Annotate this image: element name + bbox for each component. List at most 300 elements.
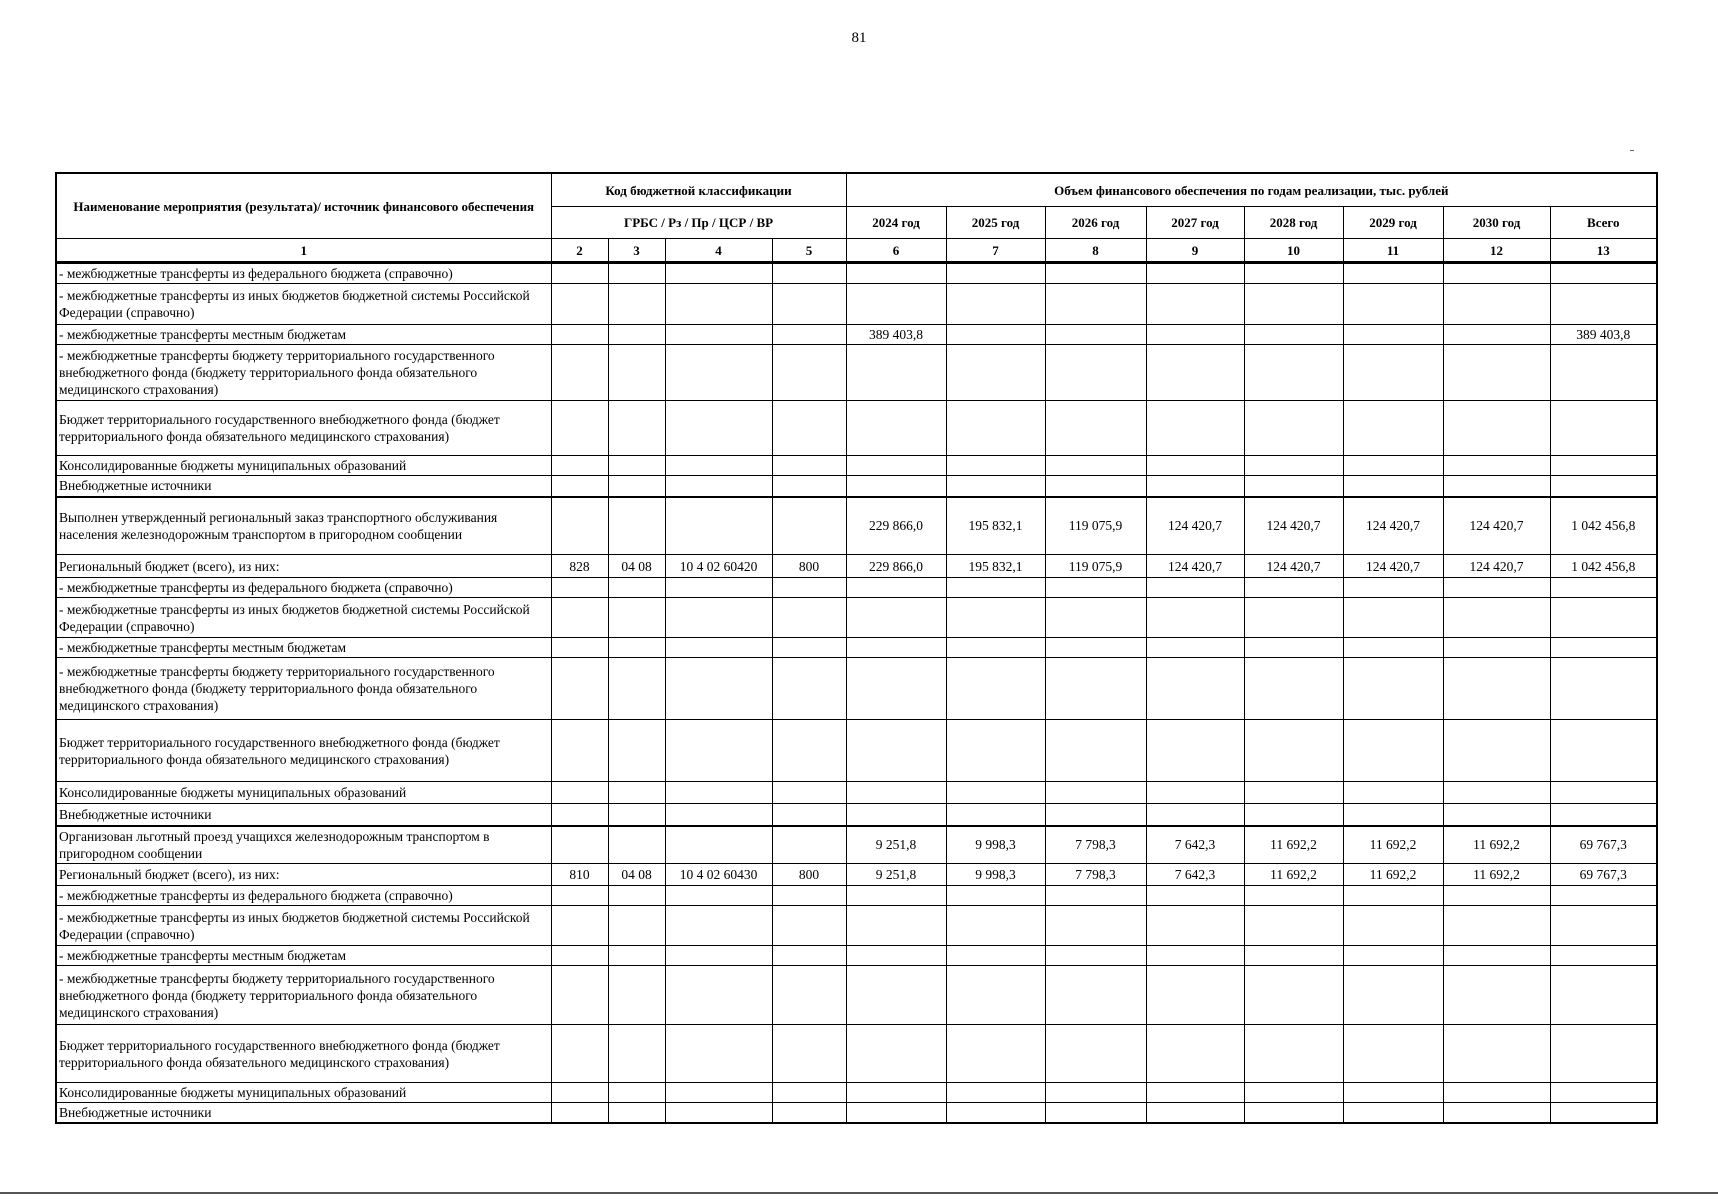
row-name: Бюджет территориального государственного внебюджетного фонда (бюджет территориального фонда обязательного медицинского страхования) <box>56 1025 551 1083</box>
grbs-code <box>551 263 608 284</box>
year-value <box>1343 476 1443 497</box>
table-row <box>56 826 1657 864</box>
year-value <box>1443 1025 1550 1083</box>
year-value <box>1443 284 1550 325</box>
year-header: 2028 год <box>1244 207 1343 239</box>
rz-code <box>608 598 665 638</box>
vr-code: 800 <box>772 555 846 578</box>
year-value <box>1443 946 1550 966</box>
name-column-header: Наименование мероприятия (результата)/ источник финансового обеспечения <box>56 173 551 239</box>
year-value <box>846 782 946 804</box>
year-value <box>1443 578 1550 598</box>
year-value: 229 866,0 <box>846 555 946 578</box>
grbs-code <box>551 401 608 456</box>
year-value <box>1146 1025 1244 1083</box>
year-value: 124 420,7 <box>1343 497 1443 555</box>
year-value: 9 998,3 <box>946 864 1045 886</box>
row-name: Бюджет территориального государственного внебюджетного фонда (бюджет территориального фонда обязательного медицинского страхования) <box>56 401 551 456</box>
year-value <box>1343 401 1443 456</box>
year-value: 9 998,3 <box>946 826 1045 864</box>
year-value <box>1146 598 1244 638</box>
grbs-code <box>551 886 608 906</box>
year-value <box>1244 638 1343 658</box>
csr-code <box>665 886 772 906</box>
table-row <box>56 555 1657 578</box>
rz-code <box>608 782 665 804</box>
table-row <box>56 578 1657 598</box>
row-name: Региональный бюджет (всего), из них: <box>56 864 551 886</box>
csr-code <box>665 658 772 720</box>
column-number: 8 <box>1045 239 1146 263</box>
year-value <box>846 263 946 284</box>
vr-code: 800 <box>772 864 846 886</box>
year-value <box>1343 1025 1443 1083</box>
year-value <box>1443 456 1550 476</box>
rz-code <box>608 325 665 345</box>
row-name: Бюджет территориального государственного внебюджетного фонда (бюджет территориального фонда обязательного медицинского страхования) <box>56 720 551 782</box>
vr-code <box>772 782 846 804</box>
grbs-code <box>551 578 608 598</box>
year-value: 11 692,2 <box>1244 826 1343 864</box>
csr-code <box>665 598 772 638</box>
year-value <box>1244 966 1343 1025</box>
year-value <box>946 284 1045 325</box>
grbs-code <box>551 782 608 804</box>
year-value <box>1443 476 1550 497</box>
year-value: 11 692,2 <box>1443 864 1550 886</box>
year-value <box>1146 325 1244 345</box>
total-value <box>1550 476 1657 497</box>
total-value <box>1550 598 1657 638</box>
table-row <box>56 946 1657 966</box>
year-value <box>846 906 946 946</box>
csr-code <box>665 476 772 497</box>
total-value <box>1550 1083 1657 1103</box>
year-value <box>946 658 1045 720</box>
year-value <box>1244 598 1343 638</box>
year-value <box>1045 263 1146 284</box>
table-row <box>56 476 1657 497</box>
year-value <box>946 1103 1045 1124</box>
column-number: 5 <box>772 239 846 263</box>
year-value: 195 832,1 <box>946 555 1045 578</box>
year-value <box>1443 658 1550 720</box>
year-value <box>1045 720 1146 782</box>
year-value: 7 798,3 <box>1045 864 1146 886</box>
volume-group-header: Объем финансового обеспечения по годам реализации, тыс. рублей <box>846 173 1657 207</box>
year-value <box>1244 345 1343 401</box>
rz-code <box>608 284 665 325</box>
column-number: 10 <box>1244 239 1343 263</box>
year-value: 229 866,0 <box>846 497 946 555</box>
year-value <box>1045 946 1146 966</box>
column-number: 1 <box>56 239 551 263</box>
year-value <box>846 720 946 782</box>
year-value <box>1343 886 1443 906</box>
year-value <box>1343 638 1443 658</box>
year-value <box>1146 966 1244 1025</box>
year-value <box>1443 325 1550 345</box>
year-value: 124 420,7 <box>1244 497 1343 555</box>
table-row <box>56 804 1657 826</box>
table-row <box>56 720 1657 782</box>
row-name: Региональный бюджет (всего), из них: <box>56 555 551 578</box>
total-value <box>1550 946 1657 966</box>
grbs-code <box>551 456 608 476</box>
row-name: Выполнен утвержденный региональный заказ транспортного обслуживания населения железнодорожным транспортом в пригородном сообщении <box>56 497 551 555</box>
year-value <box>1343 782 1443 804</box>
year-value <box>1443 1103 1550 1124</box>
year-value <box>1443 720 1550 782</box>
grbs-code <box>551 284 608 325</box>
year-value <box>846 804 946 826</box>
total-value <box>1550 345 1657 401</box>
year-value <box>1343 946 1443 966</box>
year-value <box>1343 1083 1443 1103</box>
vr-code <box>772 658 846 720</box>
year-value <box>1146 782 1244 804</box>
year-value: 11 692,2 <box>1443 826 1550 864</box>
total-value: 1 042 456,8 <box>1550 497 1657 555</box>
csr-code <box>665 401 772 456</box>
table-row <box>56 966 1657 1025</box>
vr-code <box>772 638 846 658</box>
grbs-code <box>551 345 608 401</box>
year-value <box>946 1083 1045 1103</box>
vr-code <box>772 966 846 1025</box>
year-value <box>1045 782 1146 804</box>
grbs-code <box>551 804 608 826</box>
table-row <box>56 864 1657 886</box>
row-name: - межбюджетные трансферты из федерального бюджета (справочно) <box>56 578 551 598</box>
year-value: 124 420,7 <box>1146 555 1244 578</box>
grbs-code <box>551 658 608 720</box>
year-value <box>1146 638 1244 658</box>
csr-code <box>665 578 772 598</box>
rz-code <box>608 886 665 906</box>
year-value <box>1146 284 1244 325</box>
grbs-code <box>551 966 608 1025</box>
column-number: 12 <box>1443 239 1550 263</box>
year-value <box>1244 263 1343 284</box>
row-name: Консолидированные бюджеты муниципальных образований <box>56 1083 551 1103</box>
row-name: - межбюджетные трансферты из иных бюджетов бюджетной системы Российской Федерации (справочно) <box>56 284 551 325</box>
vr-code <box>772 263 846 284</box>
year-value <box>1443 598 1550 638</box>
total-header: Всего <box>1550 207 1657 239</box>
code-subheader: ГРБС / Рз / Пр / ЦСР / ВР <box>551 207 846 239</box>
grbs-code <box>551 638 608 658</box>
vr-code <box>772 886 846 906</box>
year-value: 119 075,9 <box>1045 555 1146 578</box>
year-value <box>1343 456 1443 476</box>
year-value <box>1045 456 1146 476</box>
year-value <box>1244 906 1343 946</box>
row-name: - межбюджетные трансферты из федерального бюджета (справочно) <box>56 263 551 284</box>
year-header: 2024 год <box>846 207 946 239</box>
rz-code <box>608 966 665 1025</box>
year-value <box>1443 906 1550 946</box>
year-value <box>1146 345 1244 401</box>
total-value: 1 042 456,8 <box>1550 555 1657 578</box>
rz-code <box>608 401 665 456</box>
year-value <box>1045 1025 1146 1083</box>
year-value <box>1343 720 1443 782</box>
year-value <box>946 263 1045 284</box>
rz-code <box>608 638 665 658</box>
total-value <box>1550 966 1657 1025</box>
csr-code <box>665 966 772 1025</box>
csr-code: 10 4 02 60420 <box>665 555 772 578</box>
year-value <box>1045 638 1146 658</box>
vr-code <box>772 720 846 782</box>
year-value <box>946 966 1045 1025</box>
total-value <box>1550 284 1657 325</box>
total-value <box>1550 1103 1657 1124</box>
year-value <box>1045 906 1146 946</box>
rz-code <box>608 345 665 401</box>
year-value <box>1146 720 1244 782</box>
csr-code <box>665 456 772 476</box>
total-value: 69 767,3 <box>1550 826 1657 864</box>
vr-code <box>772 456 846 476</box>
year-value <box>1244 456 1343 476</box>
csr-code <box>665 946 772 966</box>
rz-code <box>608 804 665 826</box>
year-value: 7 642,3 <box>1146 864 1244 886</box>
row-name: Консолидированные бюджеты муниципальных образований <box>56 782 551 804</box>
total-value <box>1550 578 1657 598</box>
year-value <box>1045 401 1146 456</box>
year-header: 2025 год <box>946 207 1045 239</box>
table-row <box>56 1103 1657 1124</box>
year-value <box>946 720 1045 782</box>
year-value <box>1343 325 1443 345</box>
grbs-code <box>551 720 608 782</box>
row-name: - межбюджетные трансферты бюджету территориального государственного внебюджетного фонда (бюджету территориального фонда обязательного медицинского страхования) <box>56 658 551 720</box>
year-value <box>846 456 946 476</box>
year-value <box>1146 886 1244 906</box>
year-value <box>1343 345 1443 401</box>
row-name: Внебюджетные источники <box>56 804 551 826</box>
year-header: 2029 год <box>1343 207 1443 239</box>
year-value <box>1146 1103 1244 1124</box>
grbs-code <box>551 325 608 345</box>
row-name: Консолидированные бюджеты муниципальных образований <box>56 456 551 476</box>
year-value <box>1244 476 1343 497</box>
year-value <box>1045 325 1146 345</box>
year-value <box>946 804 1045 826</box>
table-row <box>56 638 1657 658</box>
year-value <box>1244 1103 1343 1124</box>
year-value: 11 692,2 <box>1343 864 1443 886</box>
year-value <box>946 886 1045 906</box>
rz-code <box>608 578 665 598</box>
vr-code <box>772 325 846 345</box>
csr-code <box>665 826 772 864</box>
table-row <box>56 401 1657 456</box>
grbs-code <box>551 1103 608 1124</box>
year-value <box>1045 284 1146 325</box>
table-header-row <box>56 173 1657 207</box>
page-bottom-edge <box>0 1192 1718 1194</box>
year-value <box>1343 284 1443 325</box>
grbs-code <box>551 946 608 966</box>
year-value <box>1244 284 1343 325</box>
column-number: 2 <box>551 239 608 263</box>
year-value <box>846 1083 946 1103</box>
csr-code <box>665 497 772 555</box>
year-value: 124 420,7 <box>1343 555 1443 578</box>
table-row <box>56 1025 1657 1083</box>
year-value <box>1244 1025 1343 1083</box>
column-number: 3 <box>608 239 665 263</box>
year-value <box>1443 886 1550 906</box>
scan-mark <box>1630 150 1634 151</box>
total-value: 389 403,8 <box>1550 325 1657 345</box>
rz-code <box>608 456 665 476</box>
csr-code: 10 4 02 60430 <box>665 864 772 886</box>
year-value <box>846 638 946 658</box>
rz-code <box>608 720 665 782</box>
column-number-row <box>56 239 1657 263</box>
year-value: 195 832,1 <box>946 497 1045 555</box>
year-value <box>1146 401 1244 456</box>
row-name: - межбюджетные трансферты местным бюджетам <box>56 325 551 345</box>
year-value <box>1045 1103 1146 1124</box>
year-value <box>1443 782 1550 804</box>
rz-code <box>608 658 665 720</box>
csr-code <box>665 720 772 782</box>
year-value <box>1244 1083 1343 1103</box>
year-value <box>1343 966 1443 1025</box>
year-value <box>1343 578 1443 598</box>
year-value: 119 075,9 <box>1045 497 1146 555</box>
rz-code <box>608 263 665 284</box>
year-value <box>1443 638 1550 658</box>
year-value <box>946 1025 1045 1083</box>
year-value <box>1045 966 1146 1025</box>
year-value <box>1443 345 1550 401</box>
column-number: 7 <box>946 239 1045 263</box>
year-value <box>1146 1083 1244 1103</box>
year-value: 124 420,7 <box>1244 555 1343 578</box>
table-row <box>56 906 1657 946</box>
total-value <box>1550 782 1657 804</box>
year-value: 389 403,8 <box>846 325 946 345</box>
year-value: 7 798,3 <box>1045 826 1146 864</box>
csr-code <box>665 1025 772 1083</box>
year-header: 2026 год <box>1045 207 1146 239</box>
page-number: 81 <box>851 30 867 46</box>
vr-code <box>772 1103 846 1124</box>
row-name: - межбюджетные трансферты из иных бюджетов бюджетной системы Российской Федерации (справочно) <box>56 906 551 946</box>
year-value <box>1443 804 1550 826</box>
year-value <box>846 966 946 1025</box>
table-row <box>56 345 1657 401</box>
year-value <box>1343 1103 1443 1124</box>
total-value <box>1550 1025 1657 1083</box>
year-value <box>846 946 946 966</box>
year-header: 2030 год <box>1443 207 1550 239</box>
year-value <box>946 598 1045 638</box>
year-value <box>1443 966 1550 1025</box>
csr-code <box>665 1103 772 1124</box>
year-value <box>1443 1083 1550 1103</box>
total-value <box>1550 720 1657 782</box>
year-value: 11 692,2 <box>1343 826 1443 864</box>
table-row <box>56 284 1657 325</box>
vr-code <box>772 476 846 497</box>
year-value <box>1244 401 1343 456</box>
row-name: - межбюджетные трансферты бюджету территориального государственного внебюджетного фонда (бюджету территориального фонда обязательного медицинского страхования) <box>56 345 551 401</box>
table-row <box>56 263 1657 284</box>
table-row <box>56 497 1657 555</box>
year-value <box>1244 946 1343 966</box>
column-number: 4 <box>665 239 772 263</box>
year-value <box>946 578 1045 598</box>
grbs-code <box>551 1083 608 1103</box>
vr-code <box>772 906 846 946</box>
rz-code <box>608 1103 665 1124</box>
table-row <box>56 782 1657 804</box>
row-name: - межбюджетные трансферты из иных бюджетов бюджетной системы Российской Федерации (справочно) <box>56 598 551 638</box>
rz-code <box>608 1025 665 1083</box>
grbs-code: 810 <box>551 864 608 886</box>
year-value <box>946 325 1045 345</box>
year-value <box>1343 906 1443 946</box>
year-value <box>1244 720 1343 782</box>
total-value <box>1550 906 1657 946</box>
column-number: 9 <box>1146 239 1244 263</box>
rz-code <box>608 826 665 864</box>
table-row <box>56 658 1657 720</box>
rz-code <box>608 497 665 555</box>
grbs-code <box>551 826 608 864</box>
rz-code <box>608 906 665 946</box>
row-name: - межбюджетные трансферты из федерального бюджета (справочно) <box>56 886 551 906</box>
vr-code <box>772 1025 846 1083</box>
year-value <box>1343 658 1443 720</box>
grbs-code <box>551 1025 608 1083</box>
year-value <box>1045 578 1146 598</box>
year-value <box>1146 456 1244 476</box>
year-value <box>946 782 1045 804</box>
vr-code <box>772 1083 846 1103</box>
vr-code <box>772 578 846 598</box>
year-header: 2027 год <box>1146 207 1244 239</box>
csr-code <box>665 284 772 325</box>
year-value <box>946 638 1045 658</box>
grbs-code <box>551 476 608 497</box>
vr-code <box>772 345 846 401</box>
column-number: 6 <box>846 239 946 263</box>
row-name: - межбюджетные трансферты местным бюджетам <box>56 946 551 966</box>
total-value <box>1550 456 1657 476</box>
year-value <box>846 284 946 325</box>
table-row <box>56 456 1657 476</box>
grbs-code <box>551 497 608 555</box>
row-name: Организован льготный проезд учащихся железнодорожным транспортом в пригородном сообщении <box>56 826 551 864</box>
total-value <box>1550 804 1657 826</box>
year-value <box>1343 263 1443 284</box>
year-value <box>1045 345 1146 401</box>
year-value <box>1244 658 1343 720</box>
year-value <box>846 658 946 720</box>
row-name: Внебюджетные источники <box>56 476 551 497</box>
total-value <box>1550 638 1657 658</box>
row-name: - межбюджетные трансферты бюджету территориального государственного внебюджетного фонда (бюджету территориального фонда обязательного медицинского страхования) <box>56 966 551 1025</box>
